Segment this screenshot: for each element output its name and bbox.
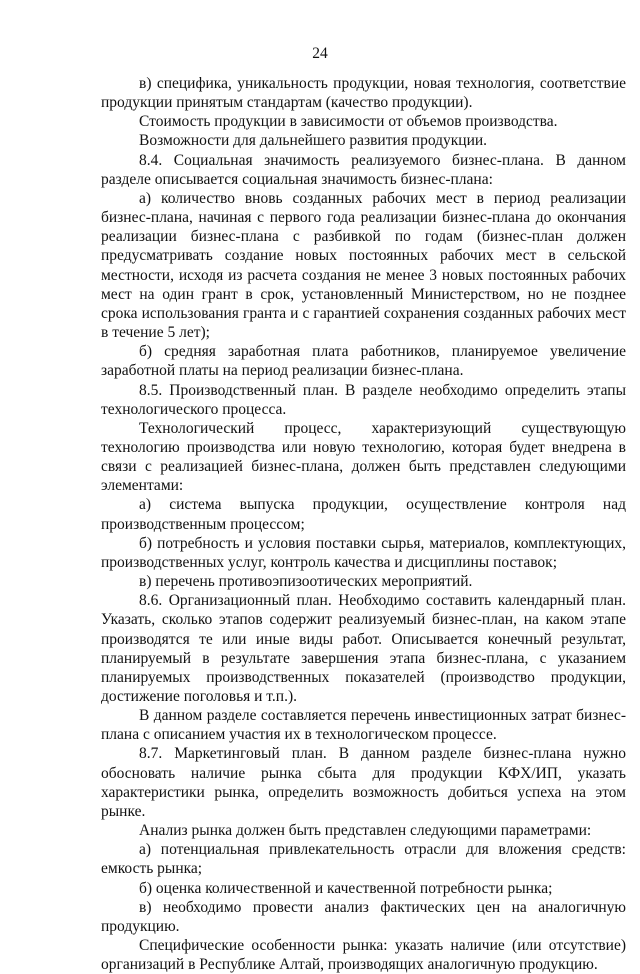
paragraph: в) перечень противоэпизоотических мероприятий. [139, 573, 473, 591]
paragraph: а) количество вновь созданных рабочих мест в период реализации бизнес-плана, начиная с первого года реализации бизнес-плана до окончания реализации бизнес-плана с разбивкой по годам (бизнес-план должен предусматривать создание новых постоянных рабочих мест в сельской местности, исходя из расчета создания не менее 3 новых постоянных рабочих мест на один грант в срок, установленный Министерством, но не позднее срока использования гранта и с гарантией сохранения созданных рабочих мест в течение 5 лет); [101, 189, 626, 342]
paragraph: б) оценка количественной и качественной потребности рынка; [139, 879, 553, 897]
paragraph: в) необходимо провести анализ фактических цен на аналогичную продукцию. [101, 898, 626, 935]
paragraph: Возможности для дальнейшего развития продукции. [139, 132, 488, 150]
paragraph: а) потенциальная привлекательность отрасли для вложения средств: емкость рынка; [101, 841, 626, 878]
section-paragraph: 8.7. Маркетинговый план. В данном разделе бизнес-плана нужно обосновать наличие рынка сбыта для продукции КФХ/ИП, указать характеристики рынка, определить возможность добиться успеха на этом рынке. [101, 745, 626, 820]
paragraph: Анализ рынка должен быть представлен следующими параметрами: [139, 822, 592, 840]
paragraph: б) средняя заработная плата работников, планируемое увеличение заработной платы на период реализации бизнес-плана. [101, 343, 626, 380]
paragraph: Технологический процесс, характеризующий существующую технологию производства или новую технологию, которая будет внедрена в связи с реализацией бизнес-плана, должен быть представлен следующими элементами: [101, 419, 626, 495]
paragraph: в) специфика, уникальность продукции, новая технология, соответствие продукции принятым стандартам (качество продукции). [101, 75, 626, 112]
section-paragraph: 8.6. Организационный план. Необходимо составить календарный план. Указать, сколько этапов содержит реализуемый бизнес-план, на каком этапе производятся те или иные виды работ. Описывается конечный результат, планируемый в результате завершения этапа бизнес-плана, с указанием планируемых производственных показателей (производство продукции, достижение поголовья и т.п.). [101, 592, 626, 705]
paragraph: а) система выпуска продукции, осуществление контроля над производственным процессом; [101, 496, 626, 533]
section-paragraph: 8.4. Социальная значимость реализуемого бизнес-плана. В данном разделе описывается социальная значимость бизнес-плана: [101, 151, 626, 188]
paragraph: Стоимость продукции в зависимости от объемов производства. [139, 113, 558, 131]
paragraph: В данном разделе составляется перечень инвестиционных затрат бизнес-плана с описанием участия их в технологическом процессе. [101, 707, 626, 744]
document-body [101, 74, 626, 974]
paragraph: Специфические особенности рынка: указать наличие (или отсутствие) организаций в Республике Алтай, производящих аналогичную продукцию. [101, 937, 626, 974]
paragraph: б) потребность и условия поставки сырья, материалов, комплектующих, производственных услуг, контроль качества и дисциплины поставок; [101, 534, 626, 571]
page-number: 24 [312, 45, 328, 62]
section-paragraph: 8.5. Производственный план. В разделе необходимо определить этапы технологического процесса. [101, 381, 626, 418]
